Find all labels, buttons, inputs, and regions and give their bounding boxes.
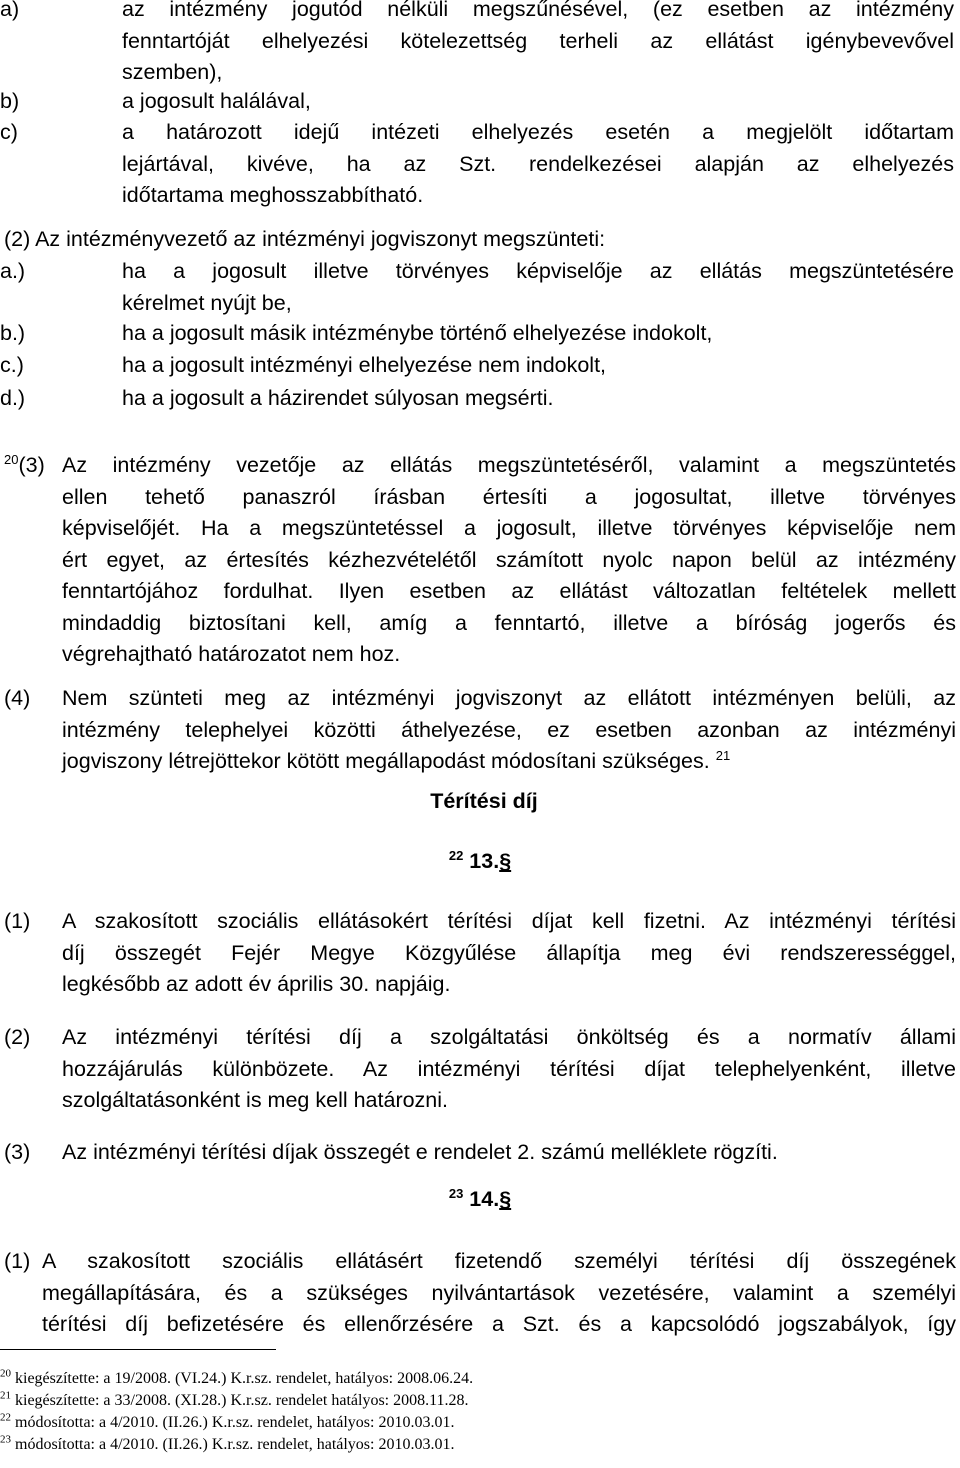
p14-1-line: A szakosított szociális ellátásért fizetendő személyi térítési díj összegének	[42, 1249, 956, 1273]
p13-1-line: legkésőbb az adott év április 30. napjáig.	[62, 972, 451, 996]
footnote-text: módosította: a 4/2010. (II.26.) K.r.sz. rendelet, hatályos: 2010.03.01.	[15, 1436, 455, 1453]
sec3-line: mindaddig biztosítani kell, amíg a fenntartó, illetve a bíróság jogerős és	[62, 610, 956, 635]
sec3-label	[4, 450, 45, 481]
p13-2-label: (2)	[4, 1025, 31, 1049]
p13-3-line: Az intézményi térítési díjak összegét e rendelet 2. számú melléklete rögzíti.	[62, 1140, 778, 1164]
sec4-label: (4)	[4, 686, 31, 710]
para13-label: 13.	[469, 849, 500, 873]
paragraph-14-heading	[0, 1184, 960, 1215]
sec3-line: ért egyet, az értesítés kézhezvételétől számított nyolc napon belül az intézmény	[62, 547, 956, 572]
sec4-line-last	[62, 746, 956, 778]
list-item-c-line: a határozott idejű intézeti elhelyezés esetén a megjelölt időtartam	[122, 120, 954, 144]
footnote-number: 22	[0, 1411, 11, 1424]
p13-1-line: díj összegét Fejér Megye Közgyűlése állapítja meg évi rendszerességgel,	[62, 940, 956, 965]
footnote-text: módosította: a 4/2010. (II.26.) K.r.sz. rendelet, hatályos: 2010.03.01.	[15, 1414, 455, 1431]
p14-1-line: térítési díj befizetésére és ellenőrzésére a Szt. és a kapcsolódó jogszabályok, így	[42, 1312, 956, 1336]
p13-1-line: A szakosított szociális ellátásokért térítési díjat kell fizetni. Az intézményi térítési	[62, 909, 956, 933]
p13-2-line: szolgáltatásonként is meg kell határozni.	[62, 1088, 449, 1112]
sec2-label-d: d.)	[0, 386, 26, 410]
p13-1-paragraph	[62, 906, 956, 1001]
footnote-ref-23[interactable]: 23	[448, 1185, 464, 1201]
section-sign: §	[499, 1187, 512, 1211]
list-label-c: c)	[0, 120, 18, 144]
sec2-item-a-line: kérelmet nyújt be,	[122, 290, 292, 315]
section-heading-fee: Térítési díj	[430, 789, 538, 813]
footnote-ref-21[interactable]: 21	[715, 747, 731, 763]
sec2-label-a: a.)	[0, 259, 26, 283]
sec2-item-d: ha a jogosult a házirendet súlyosan megsérti.	[122, 386, 554, 410]
p14-1-label: (1)	[4, 1249, 31, 1273]
list-item-a-line: szemben),	[122, 60, 223, 84]
section-2-heading: (2) Az intézményvezető az intézményi jogviszonyt megszünteti:	[4, 227, 606, 251]
list-item-c-line: lejártával, kivéve, ha az Szt. rendelkezései alapján az elhelyezés	[122, 151, 954, 176]
p13-2-line: Az intézményi térítési díj a szolgáltatási önköltség és a normatív állami	[62, 1025, 956, 1049]
sec3-line: Az intézmény vezetője az ellátás megszüntetéséről, valamint a megszüntetés	[62, 453, 956, 477]
p13-2-paragraph	[62, 1022, 956, 1117]
footnote-text: kiegészítette: a 33/2008. (XI.28.) K.r.sz. rendelet hatályos: 2008.11.28.	[15, 1392, 469, 1409]
sec3-line: ellen tehető panaszról írásban értesíti a jogosultat, illetve törvényes	[62, 484, 956, 509]
section-3-paragraph	[62, 450, 956, 671]
sec3-label-text: (3)	[18, 453, 45, 477]
list-item-c	[122, 117, 954, 212]
list-item-a-line: fenntartóját elhelyezési kötelezettség terheli az ellátást igénybevevővel	[122, 28, 954, 53]
sec2-item-a-line: ha a jogosult illetve törvényes képviselője az ellátás megszüntetésére	[122, 259, 954, 283]
footnote-item	[0, 1368, 473, 1390]
sec3-line: fenntartójához fordulhat. Ilyen esetben az ellátást változatlan feltételek mellett	[62, 579, 956, 603]
paragraph-13-heading	[0, 846, 960, 877]
sec4-line: Nem szünteti meg az intézményi jogviszonyt az ellátott intézményen belüli, az	[62, 686, 956, 710]
sec3-line: képviselőjét. Ha a megszüntetéssel a jogosult, illetve törvényes képviselője nem	[62, 516, 956, 540]
list-item-a	[122, 0, 954, 89]
list-item-a-line: az intézmény jogutód nélküli megszűnésével, (ez esetben az intézmény	[122, 0, 954, 21]
footnote-item	[0, 1412, 454, 1434]
footnote-item	[0, 1390, 469, 1412]
footnote-item	[0, 1434, 454, 1456]
sec4-line-text: jogviszony létrejöttekor kötött megállapodást módosítani szükséges.	[62, 749, 710, 773]
list-item-b: a jogosult halálával,	[122, 89, 311, 113]
sec2-item-b: ha a jogosult másik intézménybe történő elhelyezése indokolt,	[122, 321, 713, 345]
p13-2-line: hozzájárulás különbözete. Az intézményi térítési díjat telephelyenként, illetve	[62, 1056, 956, 1081]
para14-label: 14.	[469, 1187, 500, 1211]
sec2-item-c: ha a jogosult intézményi elhelyezése nem indokolt,	[122, 353, 607, 377]
p13-1-label: (1)	[4, 909, 31, 933]
section-4-paragraph	[62, 683, 956, 778]
footnote-number: 21	[0, 1389, 11, 1402]
sec4-line: intézmény telephelyei közötti áthelyezése, ez esetben azonban az intézményi	[62, 717, 956, 742]
p13-3-label: (3)	[4, 1140, 31, 1164]
footnote-text: kiegészítette: a 19/2008. (VI.24.) K.r.sz. rendelet, hatályos: 2008.06.24.	[15, 1370, 474, 1387]
footnote-ref-20[interactable]: 20	[4, 451, 19, 467]
p14-1-paragraph	[42, 1246, 956, 1341]
footnote-ref-22[interactable]: 22	[448, 847, 464, 863]
p14-1-line: megállapítására, és a szükséges nyilvántartások vezetésére, valamint a személyi	[42, 1280, 956, 1305]
sec3-line: végrehajtható határozatot nem hoz.	[62, 642, 401, 666]
footnote-number: 20	[0, 1367, 11, 1380]
sec2-label-b: b.)	[0, 321, 26, 345]
sec2-item-a	[122, 256, 954, 319]
sec2-label-c: c.)	[0, 353, 24, 377]
list-label-a: a)	[0, 0, 20, 21]
footnote-number: 23	[0, 1433, 11, 1446]
list-item-c-line: időtartama meghosszabbítható.	[122, 183, 424, 207]
footnote-divider	[0, 1349, 276, 1350]
list-label-b: b)	[0, 89, 20, 113]
section-sign: §	[499, 849, 512, 873]
